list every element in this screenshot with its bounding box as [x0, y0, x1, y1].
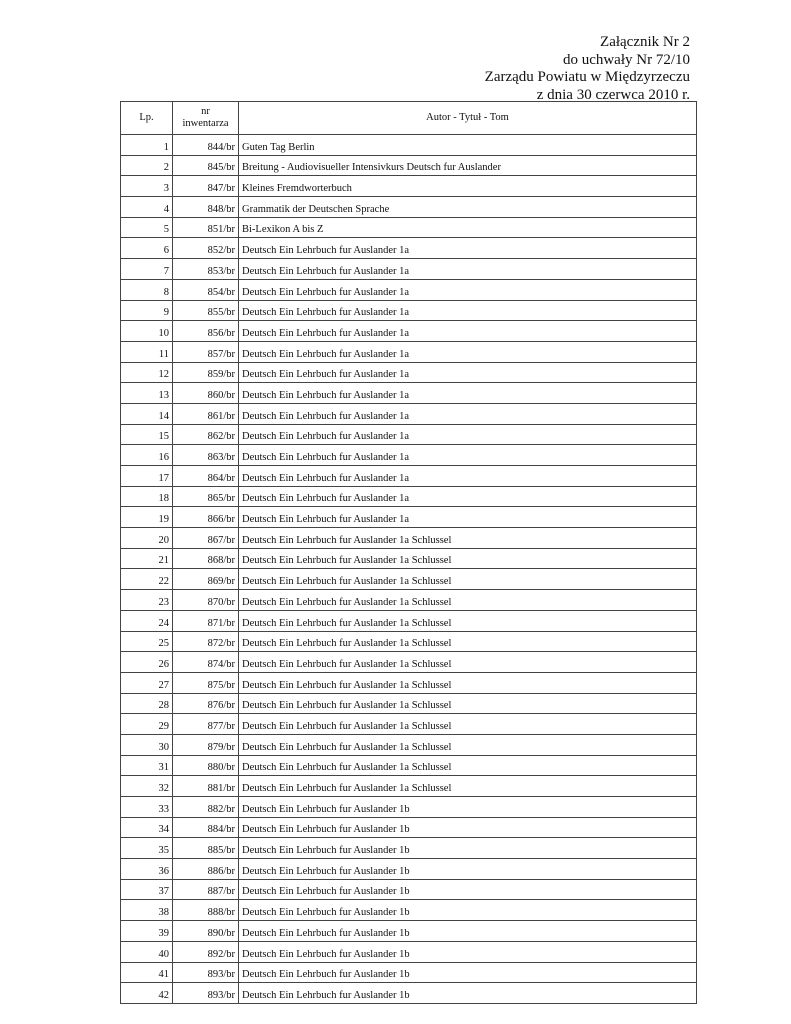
inventory-number: 882/br: [173, 797, 239, 818]
table-row: [121, 900, 697, 921]
table-row: [121, 403, 697, 424]
author-title: Deutsch Ein Lehrbuch fur Auslander 1a Schlussel: [239, 631, 697, 652]
inventory-number: 893/br: [173, 962, 239, 983]
author-title: Deutsch Ein Lehrbuch fur Auslander 1b: [239, 879, 697, 900]
row-number: 16: [121, 445, 173, 466]
inventory-number: 870/br: [173, 590, 239, 611]
column-header-nr-line1: nr: [201, 106, 210, 117]
table-row: [121, 424, 697, 445]
author-title: Deutsch Ein Lehrbuch fur Auslander 1a: [239, 507, 697, 528]
author-title: Deutsch Ein Lehrbuch fur Auslander 1a Schlussel: [239, 734, 697, 755]
table-row: [121, 590, 697, 611]
table-row: [121, 486, 697, 507]
inventory-number: 875/br: [173, 672, 239, 693]
author-title: Deutsch Ein Lehrbuch fur Auslander 1a Schlussel: [239, 693, 697, 714]
row-number: 9: [121, 300, 173, 321]
inventory-number: 886/br: [173, 859, 239, 880]
table-row: [121, 507, 697, 528]
author-title: Deutsch Ein Lehrbuch fur Auslander 1a: [239, 362, 697, 383]
header-attachment-number: Załącznik Nr 2: [600, 34, 690, 50]
table-row: [121, 714, 697, 735]
author-title: Deutsch Ein Lehrbuch fur Auslander 1a Schlussel: [239, 714, 697, 735]
table-row: [121, 445, 697, 466]
inventory-number: 869/br: [173, 569, 239, 590]
row-number: 19: [121, 507, 173, 528]
table-body: [121, 135, 697, 1004]
row-number: 7: [121, 259, 173, 280]
inventory-number: 877/br: [173, 714, 239, 735]
row-number: 14: [121, 403, 173, 424]
row-number: 34: [121, 817, 173, 838]
row-number: 41: [121, 962, 173, 983]
author-title: Deutsch Ein Lehrbuch fur Auslander 1a: [239, 341, 697, 362]
author-title: Deutsch Ein Lehrbuch fur Auslander 1b: [239, 817, 697, 838]
table-header-row: [121, 102, 697, 135]
row-number: 11: [121, 341, 173, 362]
table-row: [121, 734, 697, 755]
table-row: [121, 755, 697, 776]
author-title: Deutsch Ein Lehrbuch fur Auslander 1a: [239, 300, 697, 321]
table-row: [121, 941, 697, 962]
table-row: [121, 135, 697, 156]
row-number: 24: [121, 610, 173, 631]
author-title: Deutsch Ein Lehrbuch fur Auslander 1a: [239, 383, 697, 404]
author-title: Deutsch Ein Lehrbuch fur Auslander 1a: [239, 424, 697, 445]
inventory-number: 888/br: [173, 900, 239, 921]
row-number: 4: [121, 197, 173, 218]
row-number: 17: [121, 466, 173, 487]
inventory-number: 863/br: [173, 445, 239, 466]
inventory-number: 865/br: [173, 486, 239, 507]
author-title: Guten Tag Berlin: [239, 135, 697, 156]
table-row: [121, 383, 697, 404]
inventory-number: 845/br: [173, 155, 239, 176]
author-title: Deutsch Ein Lehrbuch fur Auslander 1b: [239, 921, 697, 942]
inventory-number: 880/br: [173, 755, 239, 776]
inventory-number: 864/br: [173, 466, 239, 487]
document-header: [485, 34, 690, 104]
inventory-number: 860/br: [173, 383, 239, 404]
inventory-number: 876/br: [173, 693, 239, 714]
row-number: 21: [121, 548, 173, 569]
row-number: 13: [121, 383, 173, 404]
table-row: [121, 259, 697, 280]
inventory-number: 871/br: [173, 610, 239, 631]
inventory-number: 855/br: [173, 300, 239, 321]
author-title: Deutsch Ein Lehrbuch fur Auslander 1b: [239, 859, 697, 880]
inventory-table: [120, 101, 697, 1004]
table-row: [121, 610, 697, 631]
table-row: [121, 217, 697, 238]
inventory-number: 848/br: [173, 197, 239, 218]
row-number: 26: [121, 652, 173, 673]
row-number: 3: [121, 176, 173, 197]
inventory-number: 893/br: [173, 983, 239, 1004]
author-title: Deutsch Ein Lehrbuch fur Auslander 1a: [239, 279, 697, 300]
table-row: [121, 776, 697, 797]
inventory-number: 853/br: [173, 259, 239, 280]
inventory-number: 881/br: [173, 776, 239, 797]
row-number: 28: [121, 693, 173, 714]
table-row: [121, 176, 697, 197]
row-number: 12: [121, 362, 173, 383]
row-number: 8: [121, 279, 173, 300]
author-title: Deutsch Ein Lehrbuch fur Auslander 1a Schlussel: [239, 569, 697, 590]
table-row: [121, 238, 697, 259]
inventory-number: 861/br: [173, 403, 239, 424]
inventory-number: 857/br: [173, 341, 239, 362]
header-resolution-number: do uchwały Nr 72/10: [562, 51, 690, 68]
author-title: Deutsch Ein Lehrbuch fur Auslander 1a Schlussel: [239, 652, 697, 673]
author-title: Kleines Fremdworterbuch: [239, 176, 697, 197]
inventory-number: 854/br: [173, 279, 239, 300]
table-row: [121, 693, 697, 714]
table-row: [121, 466, 697, 487]
table-row: [121, 279, 697, 300]
row-number: 5: [121, 217, 173, 238]
row-number: 15: [121, 424, 173, 445]
author-title: Deutsch Ein Lehrbuch fur Auslander 1a: [239, 466, 697, 487]
inventory-number: 852/br: [173, 238, 239, 259]
table-row: [121, 548, 697, 569]
author-title: Deutsch Ein Lehrbuch fur Auslander 1a Schlussel: [239, 590, 697, 611]
inventory-number: 859/br: [173, 362, 239, 383]
table-row: [121, 817, 697, 838]
table-row: [121, 797, 697, 818]
column-header-inventory-number: [173, 102, 239, 135]
column-header-author-title: Autor - Tytuł - Tom: [239, 102, 697, 135]
table-row: [121, 921, 697, 942]
row-number: 18: [121, 486, 173, 507]
author-title: Deutsch Ein Lehrbuch fur Auslander 1a: [239, 486, 697, 507]
author-title: Deutsch Ein Lehrbuch fur Auslander 1a: [239, 238, 697, 259]
row-number: 35: [121, 838, 173, 859]
author-title: Deutsch Ein Lehrbuch fur Auslander 1b: [239, 983, 697, 1004]
table-row: [121, 879, 697, 900]
author-title: Deutsch Ein Lehrbuch fur Auslander 1b: [239, 941, 697, 962]
table-row: [121, 341, 697, 362]
author-title: Deutsch Ein Lehrbuch fur Auslander 1a Schlussel: [239, 528, 697, 549]
author-title: Deutsch Ein Lehrbuch fur Auslander 1a: [239, 259, 697, 280]
inventory-number: 844/br: [173, 135, 239, 156]
inventory-number: 885/br: [173, 838, 239, 859]
row-number: 36: [121, 859, 173, 880]
row-number: 23: [121, 590, 173, 611]
inventory-number: 879/br: [173, 734, 239, 755]
column-header-lp: Lp.: [121, 102, 173, 135]
author-title: Bi-Lexikon A bis Z: [239, 217, 697, 238]
inventory-number: 884/br: [173, 817, 239, 838]
author-title: Breitung - Audiovisueller Intensivkurs Deutsch fur Auslander: [239, 155, 697, 176]
inventory-number: 856/br: [173, 321, 239, 342]
row-number: 39: [121, 921, 173, 942]
inventory-number: 862/br: [173, 424, 239, 445]
table-row: [121, 962, 697, 983]
row-number: 30: [121, 734, 173, 755]
table-row: [121, 321, 697, 342]
row-number: 1: [121, 135, 173, 156]
author-title: Grammatik der Deutschen Sprache: [239, 197, 697, 218]
author-title: Deutsch Ein Lehrbuch fur Auslander 1a Schlussel: [239, 548, 697, 569]
author-title: Deutsch Ein Lehrbuch fur Auslander 1a: [239, 403, 697, 424]
row-number: 20: [121, 528, 173, 549]
inventory-number: 866/br: [173, 507, 239, 528]
table-row: [121, 569, 697, 590]
author-title: Deutsch Ein Lehrbuch fur Auslander 1a Schlussel: [239, 610, 697, 631]
table-row: [121, 300, 697, 321]
row-number: 33: [121, 797, 173, 818]
row-number: 2: [121, 155, 173, 176]
inventory-number: 867/br: [173, 528, 239, 549]
row-number: 22: [121, 569, 173, 590]
row-number: 25: [121, 631, 173, 652]
author-title: Deutsch Ein Lehrbuch fur Auslander 1b: [239, 838, 697, 859]
table-row: [121, 362, 697, 383]
row-number: 27: [121, 672, 173, 693]
inventory-number: 887/br: [173, 879, 239, 900]
row-number: 37: [121, 879, 173, 900]
table-row: [121, 652, 697, 673]
table-row: [121, 155, 697, 176]
author-title: Deutsch Ein Lehrbuch fur Auslander 1b: [239, 797, 697, 818]
table-row: [121, 859, 697, 880]
row-number: 29: [121, 714, 173, 735]
inventory-number: 847/br: [173, 176, 239, 197]
column-header-nr-line2: inwentarza: [182, 118, 229, 129]
table-row: [121, 838, 697, 859]
table-row: [121, 672, 697, 693]
inventory-number: 851/br: [173, 217, 239, 238]
author-title: Deutsch Ein Lehrbuch fur Auslander 1a Schlussel: [239, 672, 697, 693]
inventory-number: 868/br: [173, 548, 239, 569]
author-title: Deutsch Ein Lehrbuch fur Auslander 1a Schlussel: [239, 755, 697, 776]
author-title: Deutsch Ein Lehrbuch fur Auslander 1a: [239, 321, 697, 342]
table-row: [121, 983, 697, 1004]
header-issuing-body: Zarządu Powiatu w Międzyrzeczu: [484, 69, 690, 85]
author-title: Deutsch Ein Lehrbuch fur Auslander 1b: [239, 962, 697, 983]
author-title: Deutsch Ein Lehrbuch fur Auslander 1b: [239, 900, 697, 921]
table-row: [121, 631, 697, 652]
row-number: 32: [121, 776, 173, 797]
inventory-number: 890/br: [173, 921, 239, 942]
inventory-number: 874/br: [173, 652, 239, 673]
table-row: [121, 197, 697, 218]
row-number: 31: [121, 755, 173, 776]
author-title: Deutsch Ein Lehrbuch fur Auslander 1a: [239, 445, 697, 466]
row-number: 6: [121, 238, 173, 259]
table-row: [121, 528, 697, 549]
inventory-number: 872/br: [173, 631, 239, 652]
row-number: 10: [121, 321, 173, 342]
header-date: z dnia 30 czerwca 2010 r.: [536, 86, 690, 103]
row-number: 38: [121, 900, 173, 921]
row-number: 40: [121, 941, 173, 962]
row-number: 42: [121, 983, 173, 1004]
author-title: Deutsch Ein Lehrbuch fur Auslander 1a Schlussel: [239, 776, 697, 797]
inventory-number: 892/br: [173, 941, 239, 962]
